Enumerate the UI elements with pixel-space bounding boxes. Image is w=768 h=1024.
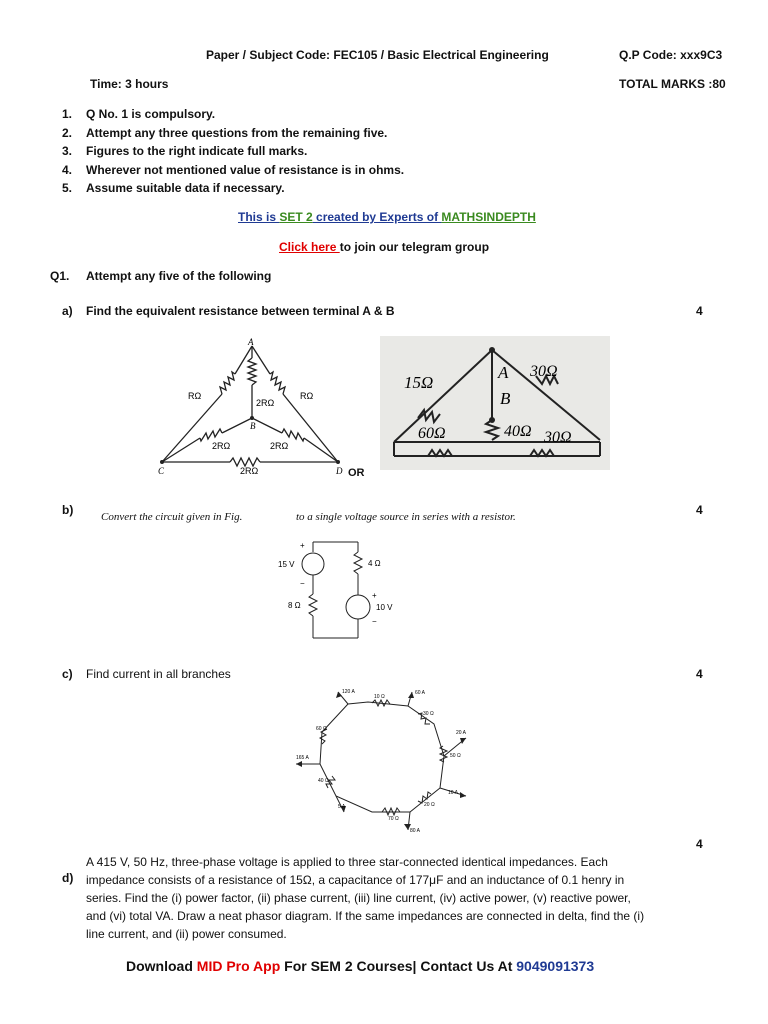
- current-label: 60 A: [415, 690, 426, 696]
- resistor-30b-label: 30Ω: [544, 429, 572, 446]
- footer-phone: 9049091373: [516, 958, 595, 974]
- source-conversion-figure: [268, 534, 418, 646]
- resistor-label: 40 Ω: [318, 778, 329, 784]
- click-here-link[interactable]: Click here: [279, 240, 340, 254]
- telegram-text: to join our telegram group: [339, 240, 490, 254]
- resistor-label: 2RΩ: [270, 441, 289, 451]
- promo-set-line[interactable]: [238, 210, 536, 224]
- telegram-line: [279, 240, 489, 254]
- current-label: 20 A: [456, 730, 467, 736]
- part-c-marks: 4: [696, 667, 703, 681]
- plus-sign: +: [372, 591, 377, 600]
- part-d-line: series. Find the (i) power factor, (ii) phase current, (iii) line current, (iv) active power, (v) reactive power,: [86, 891, 631, 905]
- node-a-label: A: [498, 363, 509, 382]
- instruction-text: Q No. 1 is compulsory.: [86, 107, 216, 121]
- footer-banner[interactable]: [126, 958, 594, 974]
- part-d-text: [86, 853, 644, 943]
- node-b-label: B: [500, 389, 511, 408]
- resistor-40-label: 40Ω: [504, 423, 532, 440]
- resistor-label: 10 Ω: [374, 694, 385, 700]
- promo-set: SET 2: [279, 210, 313, 224]
- current-label: 10 A: [448, 790, 459, 796]
- or-label: OR: [348, 467, 365, 479]
- instruction-text: Assume suitable data if necessary.: [86, 181, 285, 195]
- part-a-marks: 4: [696, 304, 703, 318]
- source-15v-label: 15 V: [278, 560, 295, 569]
- promo-created-by: created by Experts of: [312, 210, 442, 224]
- resistor-label: RΩ: [188, 391, 202, 401]
- footer-download: Download: [126, 958, 197, 974]
- part-d-line: line current, and (ii) power consumed.: [86, 927, 287, 941]
- instruction-number: 2.: [62, 126, 73, 140]
- resistor-label: 2RΩ: [212, 441, 231, 451]
- resistor-60-label: 60Ω: [418, 425, 446, 442]
- total-marks: TOTAL MARKS :80: [619, 77, 726, 91]
- part-d-label: d): [62, 871, 74, 885]
- node-c-label: C: [158, 466, 165, 476]
- resistor-4-label: 4 Ω: [368, 559, 381, 568]
- question-number: Q1.: [50, 269, 70, 283]
- part-b-text-1: Convert the circuit given in Fig.: [101, 511, 243, 523]
- resistor-label: RΩ: [300, 391, 314, 401]
- part-a-label: a): [62, 304, 73, 318]
- resistor-label: 20 Ω: [424, 802, 435, 808]
- resistor-8-label: 8 Ω: [288, 601, 301, 610]
- part-c-label: c): [62, 667, 73, 681]
- instruction-text: Attempt any three questions from the remaining five.: [86, 126, 388, 140]
- part-d-line: impedance consists of a resistance of 15Ω, a capacitance of 177μF and an inductance of 0.1 henry in: [86, 873, 625, 887]
- subject-code: Paper / Subject Code: FEC105 / Basic Electrical Engineering: [206, 48, 549, 62]
- instruction-number: 5.: [62, 181, 73, 195]
- resistor-label: 2RΩ: [256, 398, 275, 408]
- footer-text: For SEM 2 Courses| Contact Us At: [280, 958, 517, 974]
- instruction-number: 4.: [62, 163, 73, 177]
- part-b-label: b): [62, 503, 74, 517]
- instruction-text: Figures to the right indicate full marks.: [86, 144, 308, 158]
- handwritten-network-figure: [380, 336, 610, 470]
- current-network-figure: [290, 684, 480, 836]
- minus-sign: −: [372, 617, 377, 626]
- resistor-label: 70 Ω: [388, 816, 399, 822]
- part-d-line: A 415 V, 50 Hz, three-phase voltage is applied to three star-connected identical impedances. Each: [86, 855, 608, 869]
- resistor-label: 50 Ω: [450, 753, 461, 759]
- qp-code: Q.P Code: xxx9C3: [619, 48, 723, 62]
- part-a-text: Find the equivalent resistance between terminal A & B: [86, 304, 395, 318]
- promo-this-is: This is: [238, 210, 280, 224]
- promo-brand: MATHSINDEPTH: [441, 210, 536, 224]
- footer-app-name: MID Pro App: [196, 958, 281, 974]
- node-b-label: B: [250, 421, 256, 431]
- source-10v-label: 10 V: [376, 603, 393, 612]
- resistor-label: 30 Ω: [423, 711, 434, 717]
- part-d-marks: 4: [696, 837, 703, 851]
- triangle-network-figure: [150, 336, 350, 478]
- part-d-line: and (vi) total VA. Draw a neat phasor diagram. If the same impedances are connected in delta, find the (i): [86, 909, 645, 923]
- node-a-label: A: [248, 337, 254, 347]
- current-label: 5 A: [338, 804, 346, 810]
- current-label: 120 A: [342, 689, 355, 695]
- part-b-text-2: to a single voltage source in series with a resistor.: [296, 511, 516, 523]
- current-label: 80 A: [410, 828, 421, 834]
- instruction-number: 3.: [62, 144, 73, 158]
- resistor-15-label: 15Ω: [404, 373, 434, 392]
- resistor-label: 60 Ω: [316, 726, 327, 732]
- current-label: 165 A: [296, 755, 309, 761]
- instruction-text: Wherever not mentioned value of resistance is in ohms.: [86, 163, 405, 177]
- node-d-label: D: [336, 466, 343, 476]
- minus-sign: −: [300, 579, 305, 588]
- part-b-marks: 4: [696, 503, 703, 517]
- part-c-text: Find current in all branches: [86, 667, 231, 681]
- resistor-label: 2RΩ: [240, 466, 259, 476]
- instruction-number: 1.: [62, 107, 73, 121]
- question-title: Attempt any five of the following: [86, 269, 272, 283]
- exam-time: Time: 3 hours: [90, 77, 169, 91]
- resistor-30-label: 30Ω: [530, 363, 558, 380]
- plus-sign: +: [300, 541, 305, 550]
